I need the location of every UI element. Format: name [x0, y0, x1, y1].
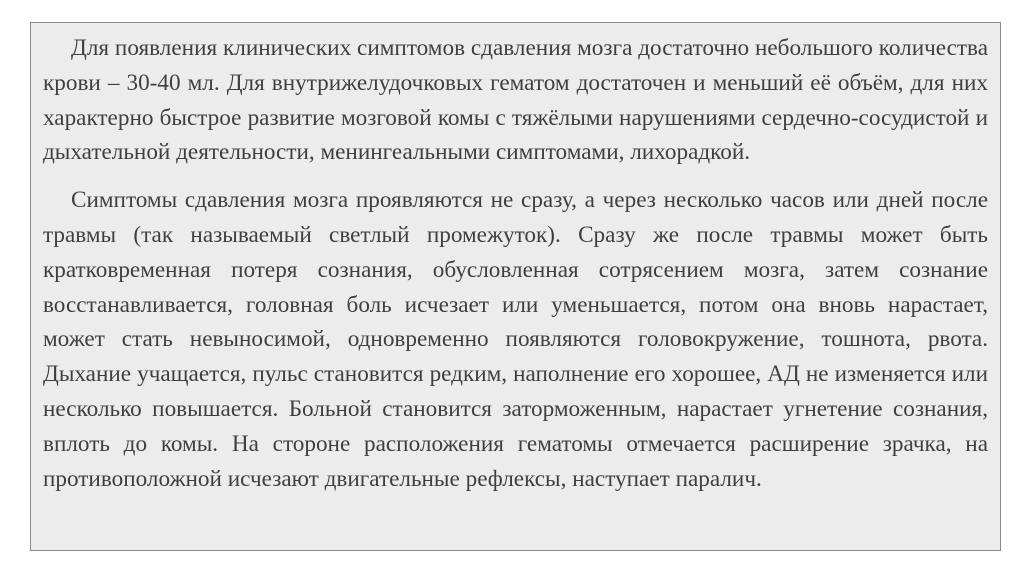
paragraph-compression-symptoms: Симптомы сдавления мозга проявляются не сразу, а через несколько часов или дней после травмы (так называемый светлый промежуток). Сразу же после травмы может быть кратковременная потеря сознания, обусловленная сотрясением мозга, затем сознание восстанавливается, головная боль исчезает или уменьшается, потом она вновь нарастает, может стать невыносимой, одновременно появляются головокружение, тошнота, рвота. Дыхание учащается, пульс становится редким, наполнение его хорошее, АД не изменяется или несколько повышается. Больной становится заторможенным, нарастает угнетение сознания, вплоть до комы. На стороне расположения гематомы отмечается расширение зрачка, на противоположной исчезают двигательные рефлексы, наступает паралич. — [43, 187, 988, 492]
paragraph-intracranial-volume: Для появления клинических симптомов сдавления мозга достаточно небольшого количества крови – 30-40 мл. Для внутрижелудочковых гематом достаточен и меньший её объём, для них характерно быстрое развитие мозговой комы с тяжёлыми нарушениями сердечно-сосудистой и дыхательной деятельности, менингеальными симптомами, лихорадкой. — [43, 35, 988, 166]
text-box — [30, 22, 1001, 551]
